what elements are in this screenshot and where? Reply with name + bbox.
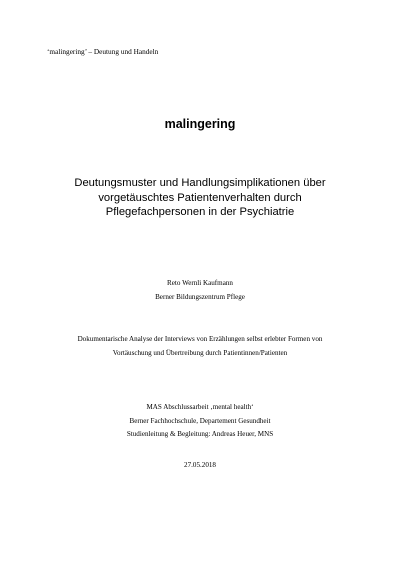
subtitle-line: Deutungsmuster und Handlungsimplikationen über — [74, 177, 326, 189]
document-date: 27.05.2018 — [184, 461, 216, 469]
thesis-school: Berner Fachhochschule, Departement Gesundheit — [129, 416, 271, 425]
thesis-supervision: Studienleitung & Begleitung: Andreas Heuer, MNS — [126, 430, 274, 439]
analysis-line: Vortäuschung und Übertreibung durch Patientinnen/Patienten — [112, 348, 288, 357]
document-subtitle — [0, 176, 400, 220]
author-block — [0, 277, 400, 304]
document-title: malingering — [164, 117, 236, 131]
analysis-description — [0, 333, 400, 360]
subtitle-line: vorgetäuschtes Patientenverhalten durch — [98, 191, 302, 204]
analysis-line: Dokumentarische Analyse der Interviews von Erzählungen selbst erlebter Formen von — [77, 335, 323, 343]
running-header: ‘malingering’ – Deutung und Handeln — [47, 47, 159, 56]
thesis-type: MAS Abschlussarbeit ‚mental health‘ — [146, 403, 254, 411]
thesis-info — [0, 401, 400, 442]
author-name: Reto Wernli Kaufmann — [167, 279, 233, 287]
author-institution: Berner Bildungszentrum Pflege — [155, 292, 245, 301]
subtitle-line: Pflegefachpersonen in der Psychiatrie — [105, 206, 295, 219]
